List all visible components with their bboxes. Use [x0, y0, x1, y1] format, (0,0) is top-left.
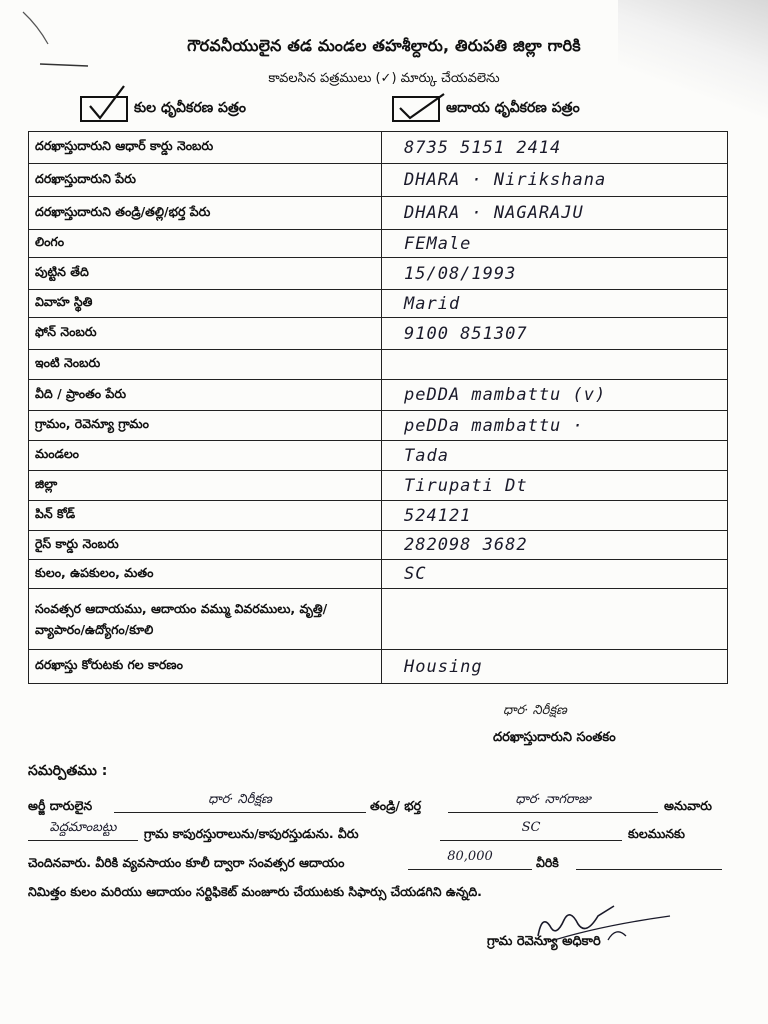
endorsement-line-3 — [28, 849, 728, 875]
street-value[interactable]: peDDA mambattu (v) — [382, 380, 728, 411]
paper-fold-shadow — [618, 0, 768, 120]
form-addressee-title: గౌరవనీయులైన తడ మండల తహశీల్దారు, తిరుపతి జిల్లా గారికి — [187, 36, 581, 55]
applicant-signature: ధార· నిరీక్షణ — [503, 703, 567, 718]
table-row — [29, 471, 728, 501]
endorsement-caste-suffix: కులమునకు — [628, 826, 685, 841]
row-label: జిల్లా — [29, 471, 382, 501]
table-row — [29, 350, 728, 380]
endorsement-caste-field[interactable]: SC — [440, 820, 622, 841]
endorsement-name-field[interactable]: ధార· నిరీక్షణ — [114, 792, 366, 813]
village-revenue-officer-label: గ్రామ రెవెన్యూ అధికారి — [487, 934, 601, 949]
endorsement-blank-field[interactable] — [576, 849, 722, 870]
row-label: దరఖాస్తుదారుని పేరు — [29, 164, 382, 197]
row-label: వివాహ స్థితి — [29, 290, 382, 318]
endorsement-relation-label: తండ్రి/ భర్త — [370, 798, 422, 813]
option-income-label: ఆదాయ ధృవీకరణ పత్రం — [446, 99, 580, 116]
row-label: ఇంటి నెంబరు — [29, 350, 382, 380]
endorsement-father-field[interactable]: ధార· నాగరాజు — [448, 792, 658, 813]
gender-value[interactable]: FEMale — [382, 230, 728, 258]
endorsement-heading: సమర్పితము : — [28, 763, 108, 779]
house-number-value[interactable] — [382, 350, 728, 380]
endorsement-line-2 — [28, 820, 728, 846]
aadhaar-value[interactable]: 8735 5151 2414 — [382, 132, 728, 164]
phone-value[interactable]: 9100 851307 — [382, 318, 728, 350]
row-label: పిన్ కోడ్ — [29, 501, 382, 531]
checkbox-caste[interactable] — [80, 96, 128, 122]
applicant-details-table — [28, 131, 728, 684]
table-row — [29, 650, 728, 684]
row-label: లింగం — [29, 230, 382, 258]
applicant-name-value[interactable]: DHARA · Nirikshana — [382, 164, 728, 197]
row-label: కులం, ఉపకులం, మతం — [29, 560, 382, 589]
endorsement-income-text: చెందినవారు. వీరికి వ్యవసాయం కూలీ ద్వారా సంవత్సర ఆదాయం — [28, 855, 345, 870]
checkbox-income[interactable] — [392, 96, 440, 122]
table-row — [29, 380, 728, 411]
row-label: మండలం — [29, 441, 382, 471]
table-row — [29, 164, 728, 197]
row-label: దరఖాస్తుదారుని ఆధార్ కార్డు నెంబరు — [29, 132, 382, 164]
caste-value[interactable]: SC — [382, 560, 728, 589]
form-instruction: కావలసిన పత్రములు (✓) మార్కు చేయవలెను — [268, 71, 500, 86]
endorsement-recommendation: నిమిత్తం కులం మరియు ఆదాయం సర్టిఫికెట్ మంజూరు చేయుటకు సిఫార్సు చేయడగిని ఉన్నది. — [28, 884, 482, 899]
checkmark-icon — [392, 84, 452, 124]
checkmark-icon — [80, 84, 130, 124]
endorsement-income-suffix: వీరికి — [536, 855, 559, 870]
table-row — [29, 197, 728, 230]
applicant-signature-label: దరఖాస్తుదారుని సంతకం — [493, 730, 616, 745]
endorsement-suffix: అనువారు — [664, 798, 712, 813]
option-caste-certificate[interactable] — [80, 96, 246, 122]
table-row — [29, 531, 728, 560]
option-income-certificate[interactable] — [392, 96, 580, 122]
endorsement-village-field[interactable]: పెద్దమాంబట్టు — [28, 820, 138, 841]
row-label: గ్రామం, రెవెన్యూ గ్రామం — [29, 411, 382, 441]
table-row — [29, 411, 728, 441]
table-row — [29, 290, 728, 318]
marital-status-value[interactable]: Marid — [382, 290, 728, 318]
rice-card-value[interactable]: 282098 3682 — [382, 531, 728, 560]
endorsement-residence-text: గ్రామ కాపురస్తురాలును/కాపురస్తుడును. వీరు — [144, 826, 359, 841]
row-label: రైస్ కార్డు నెంబరు — [29, 531, 382, 560]
district-value[interactable]: Tirupati Dt — [382, 471, 728, 501]
income-details-value[interactable] — [382, 589, 728, 650]
village-value[interactable]: peDDa mambattu · — [382, 411, 728, 441]
row-label: వీది / ప్రాంతం పేరు — [29, 380, 382, 411]
table-row — [29, 318, 728, 350]
table-row — [29, 501, 728, 531]
table-row — [29, 258, 728, 290]
father-name-value[interactable]: DHARA · NAGARAJU — [382, 197, 728, 230]
row-label: పుట్టిన తేది — [29, 258, 382, 290]
endorsement-prefix: అర్జీ దారులైన — [28, 798, 93, 813]
table-row — [29, 132, 728, 164]
row-label: దరఖాస్తు కోరుటకు గల కారణం — [29, 650, 382, 684]
row-label: సంవత్సర ఆదాయము, ఆదాయం వమ్ము వివరములు, వృత్తి/వ్యాపారం/ఉద్యోగం/కూలి — [29, 589, 382, 650]
table-row — [29, 560, 728, 589]
dob-value[interactable]: 15/08/1993 — [382, 258, 728, 290]
endorsement-line-1 — [28, 792, 728, 818]
endorsement-income-field[interactable]: 80,000 — [408, 849, 532, 870]
row-label: దరఖాస్తుదారుని తండ్రి/తల్లి/భర్త పేరు — [29, 197, 382, 230]
table-row — [29, 230, 728, 258]
mandal-value[interactable]: Tada — [382, 441, 728, 471]
pincode-value[interactable]: 524121 — [382, 501, 728, 531]
row-label: ఫోన్ నెంబరు — [29, 318, 382, 350]
table-row — [29, 589, 728, 650]
option-caste-label: కుల ధృవీకరణ పత్రం — [134, 99, 247, 116]
reason-value[interactable]: Housing — [382, 650, 728, 684]
table-row — [29, 441, 728, 471]
